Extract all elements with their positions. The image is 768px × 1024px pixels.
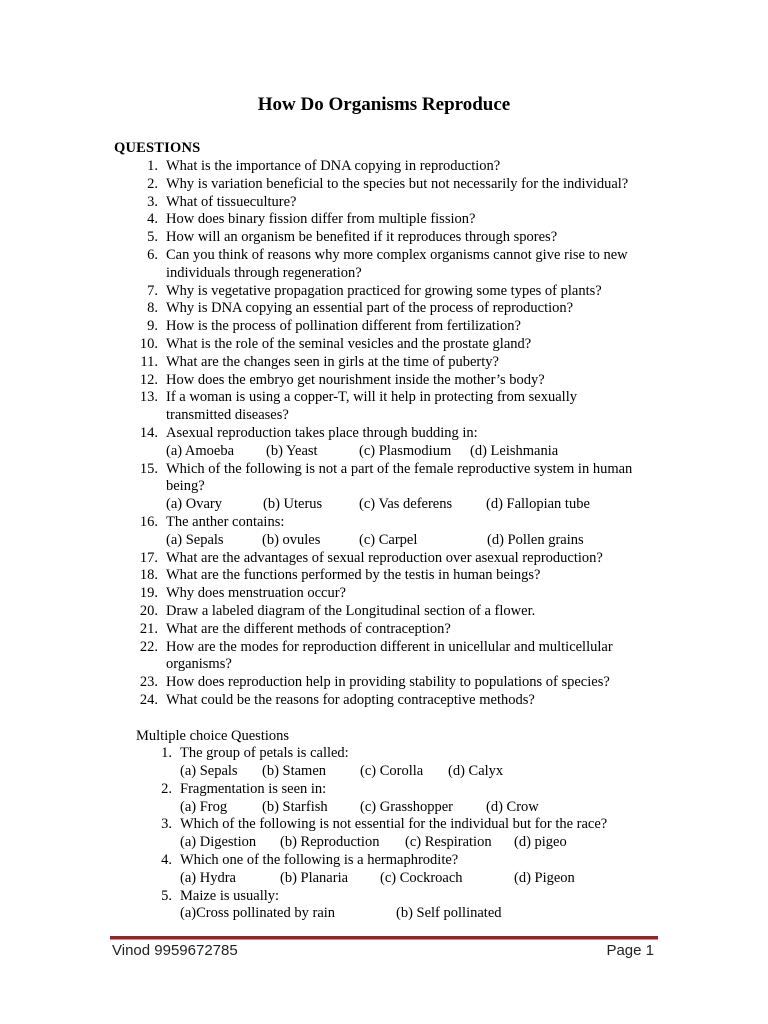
question-number: 22. xyxy=(139,638,158,655)
mcq-number: 4. xyxy=(161,852,172,869)
question-number: 1. xyxy=(147,158,158,174)
question-number: 18. xyxy=(139,567,158,584)
question-number: 2. xyxy=(147,175,158,192)
mcq-option: (b) Planaria xyxy=(280,869,349,886)
question-text: The anther contains: xyxy=(166,513,285,530)
mcq-option: (b) Starfish xyxy=(262,798,328,815)
mcq-number: 2. xyxy=(161,780,172,797)
question-text: What is the role of the seminal vesicles and the prostate gland? xyxy=(166,335,532,352)
question-number: 15. xyxy=(139,460,158,477)
question-text: Asexual reproduction takes place through budding in: xyxy=(166,424,478,441)
question-number: 6. xyxy=(147,246,158,263)
question-text: Why does menstruation occur? xyxy=(166,585,346,602)
question-text: If a woman is using a copper-T, will it help in protecting from sexually xyxy=(166,389,577,406)
mcq-question-text: Which one of the following is a hermaphrodite? xyxy=(180,852,459,869)
questions-heading: QUESTIONS xyxy=(114,140,201,156)
mcq-option: (d) pigeo xyxy=(514,834,567,851)
mcq-question-text: Which of the following is not essential for the individual but for the race? xyxy=(180,816,608,833)
question-number: 7. xyxy=(147,282,158,299)
mcq-option: (a) Digestion xyxy=(180,834,257,851)
answer-option: (c) Carpel xyxy=(359,531,418,548)
question-text: How does binary fission differ from multiple fission? xyxy=(166,211,476,228)
mcq-option: (a)Cross pollinated by rain xyxy=(180,905,336,922)
mcq-option: (d) Crow xyxy=(486,798,539,815)
mcq-option: (c) Cockroach xyxy=(380,869,463,886)
answer-option: (d) Leishmania xyxy=(470,442,559,459)
mcq-options xyxy=(114,763,674,781)
footer-page-number: Page 1 xyxy=(606,942,654,959)
mcq-option: (b) Stamen xyxy=(262,763,327,780)
question-number: 23. xyxy=(139,674,158,691)
answer-options xyxy=(114,443,674,461)
questions-list xyxy=(114,158,674,923)
answer-option: (a) Ovary xyxy=(166,496,222,513)
question-text: Draw a labeled diagram of the Longitudinal section of a flower. xyxy=(166,602,536,619)
mcq-option: (c) Corolla xyxy=(360,763,424,780)
mcq-option: (d) Calyx xyxy=(448,763,504,780)
mcq-option: (c) Grasshopper xyxy=(360,798,454,815)
mcq-options xyxy=(114,870,674,888)
mcq-option: (b) Self pollinated xyxy=(396,905,502,922)
question-number: 17. xyxy=(139,549,158,566)
question-text: What are the different methods of contraception? xyxy=(166,620,451,637)
footer-rule xyxy=(110,936,658,940)
mcq-option: (d) Pigeon xyxy=(514,869,575,886)
answer-option: (c) Plasmodium xyxy=(359,442,452,459)
question-text-continued: organisms? xyxy=(166,656,232,673)
answer-option: (a) Amoeba xyxy=(166,442,235,459)
question-text: What could be the reasons for adopting contraceptive methods? xyxy=(166,691,535,708)
question-number: 13. xyxy=(139,389,158,406)
question-number: 10. xyxy=(139,335,158,352)
question-text: How does reproduction help in providing stability to populations of species? xyxy=(166,674,610,691)
mcq-number: 3. xyxy=(161,816,172,833)
question-number: 14. xyxy=(139,424,158,441)
mcq-option: (a) Frog xyxy=(180,798,228,815)
question-number: 11. xyxy=(140,353,158,370)
answer-option: (b) Uterus xyxy=(263,496,323,513)
question-number: 5. xyxy=(147,229,158,246)
answer-options xyxy=(114,532,674,550)
question-text: Why is DNA copying an essential part of the process of reproduction? xyxy=(166,300,574,317)
answer-options xyxy=(114,496,674,514)
question-text: Can you think of reasons why more complex organisms cannot give rise to new xyxy=(166,246,628,263)
answer-option: (d) Fallopian tube xyxy=(486,496,590,513)
question-number: 21. xyxy=(139,620,158,637)
mcq-option: (a) Sepals xyxy=(180,763,238,780)
question-number: 8. xyxy=(147,300,158,317)
mcq-question-text: Fragmentation is seen in: xyxy=(180,780,327,797)
mcq-number: 5. xyxy=(161,887,172,904)
question-number: 12. xyxy=(139,371,158,388)
mcq-option: (b) Reproduction xyxy=(280,834,380,851)
page-title: How Do Organisms Reproduce xyxy=(257,94,511,115)
question-text-continued: being? xyxy=(166,478,205,495)
mcq-options xyxy=(114,799,674,817)
question-number: 19. xyxy=(139,585,158,602)
question-text: What is the importance of DNA copying in reproduction? xyxy=(166,158,501,174)
question-text: How will an organism be benefited if it reproduces through spores? xyxy=(166,229,558,246)
question-text: Why is vegetative propagation practiced for growing some types of plants? xyxy=(166,282,602,299)
question-text-continued: individuals through regeneration? xyxy=(166,264,362,281)
answer-option: (b) Yeast xyxy=(266,442,318,459)
question-number: 3. xyxy=(147,193,158,210)
mcq-heading: Multiple choice Questions xyxy=(136,727,290,744)
mcq-question-text: The group of petals is called: xyxy=(180,745,349,762)
question-number: 4. xyxy=(147,211,158,228)
mcq-question-text: Maize is usually: xyxy=(180,887,280,904)
question-number: 9. xyxy=(147,318,158,335)
answer-option: (c) Vas deferens xyxy=(359,496,453,513)
answer-option: (d) Pollen grains xyxy=(487,531,584,548)
answer-option: (a) Sepals xyxy=(166,531,224,548)
mcq-option: (a) Hydra xyxy=(180,869,236,886)
question-text: What are the advantages of sexual reproduction over asexual reproduction? xyxy=(166,549,603,566)
question-number: 16. xyxy=(139,513,158,530)
mcq-number: 1. xyxy=(161,745,172,762)
question-text: What of tissueculture? xyxy=(166,193,297,210)
question-text: Which of the following is not a part of the female reproductive system in human xyxy=(166,460,633,477)
question-text: How does the embryo get nourishment inside the mother’s body? xyxy=(166,371,545,388)
question-text: Why is variation beneficial to the species but not necessarily for the individual? xyxy=(166,175,629,192)
mcq-options xyxy=(114,834,674,852)
mcq-options xyxy=(114,905,674,923)
question-text: How is the process of pollination different from fertilization? xyxy=(166,318,521,335)
mcq-option: (c) Respiration xyxy=(405,834,492,851)
footer-author: Vinod 9959672785 xyxy=(112,942,238,959)
question-text: How are the modes for reproduction different in unicellular and multicellular xyxy=(166,638,613,655)
question-text: What are the changes seen in girls at the time of puberty? xyxy=(166,353,499,370)
answer-option: (b) ovules xyxy=(262,531,321,548)
question-number: 24. xyxy=(139,691,158,708)
question-text-continued: transmitted diseases? xyxy=(166,407,289,424)
question-number: 20. xyxy=(139,602,158,619)
question-text: What are the functions performed by the testis in human beings? xyxy=(166,567,541,584)
